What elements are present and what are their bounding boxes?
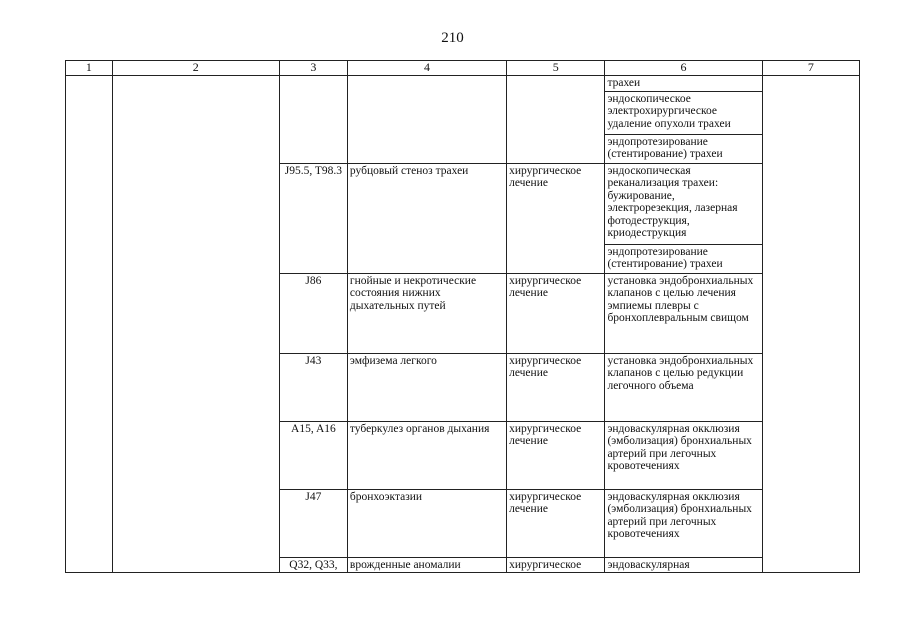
column-number-4: 4: [347, 61, 506, 76]
diagnosis-code: J86: [279, 273, 347, 353]
condition-text: гнойные и некротические состояния нижних дыхательных путей: [347, 273, 506, 353]
treatment-method: эндопротезирование (стентирование) трахеи: [605, 134, 762, 163]
column-number-7: 7: [762, 61, 859, 76]
column-number-6: 6: [605, 61, 762, 76]
condition-text: врожденные аномалии: [347, 557, 506, 573]
condition-text: [347, 76, 506, 164]
condition-text: эмфизема легкого: [347, 353, 506, 421]
treatment-type: хирургическое лечение: [507, 163, 605, 273]
diagnosis-code: J47: [279, 489, 347, 557]
treatment-method: эндоскопическое электрохирургическое удаление опухоли трахеи: [605, 91, 762, 134]
table-row: [66, 76, 860, 92]
treatment-method: эндопротезирование (стентирование) трахеи: [605, 244, 762, 273]
treatment-type: хирургическое лечение: [507, 421, 605, 489]
medical-care-table: [65, 60, 860, 573]
page-number: 210: [441, 30, 464, 46]
diagnosis-code: Q32, Q33,: [279, 557, 347, 573]
condition-text: бронхоэктазии: [347, 489, 506, 557]
treatment-type: хирургическое лечение: [507, 273, 605, 353]
column-number-row: [66, 61, 860, 76]
treatment-method: эндоваскулярная окклюзия (эмболизация) бронхиальных артерий при легочных кровотечениях: [605, 489, 762, 557]
treatment-type: хирургическое лечение: [507, 489, 605, 557]
column-1-cell: [66, 76, 113, 573]
treatment-type: хирургическое: [507, 557, 605, 573]
treatment-method: установка эндобронхиальных клапанов с целью редукции легочного объема: [605, 353, 762, 421]
treatment-method: трахеи: [605, 76, 762, 92]
diagnosis-code: J95.5, T98.3: [279, 163, 347, 273]
column-number-1: 1: [66, 61, 113, 76]
condition-text: рубцовый стеноз трахеи: [347, 163, 506, 273]
treatment-method: установка эндобронхиальных клапанов с целью лечения эмпиемы плевры с бронхоплевральным свищом: [605, 273, 762, 353]
diagnosis-code: J43: [279, 353, 347, 421]
column-number-5: 5: [507, 61, 605, 76]
condition-text: туберкулез органов дыхания: [347, 421, 506, 489]
diagnosis-code: A15, A16: [279, 421, 347, 489]
diagnosis-code: [279, 76, 347, 164]
treatment-method: эндоваскулярная: [605, 557, 762, 573]
column-number-2: 2: [112, 61, 279, 76]
treatment-method: эндоскопическая реканализация трахеи: бужирование, электрорезекция, лазерная фотодеструкция, криодеструкция: [605, 163, 762, 244]
treatment-type: хирургическое лечение: [507, 353, 605, 421]
column-7-cell: [762, 76, 859, 573]
column-number-3: 3: [279, 61, 347, 76]
treatment-method: эндоваскулярная окклюзия (эмболизация) бронхиальных артерий при легочных кровотечениях: [605, 421, 762, 489]
column-2-cell: [112, 76, 279, 573]
treatment-type: [507, 76, 605, 164]
